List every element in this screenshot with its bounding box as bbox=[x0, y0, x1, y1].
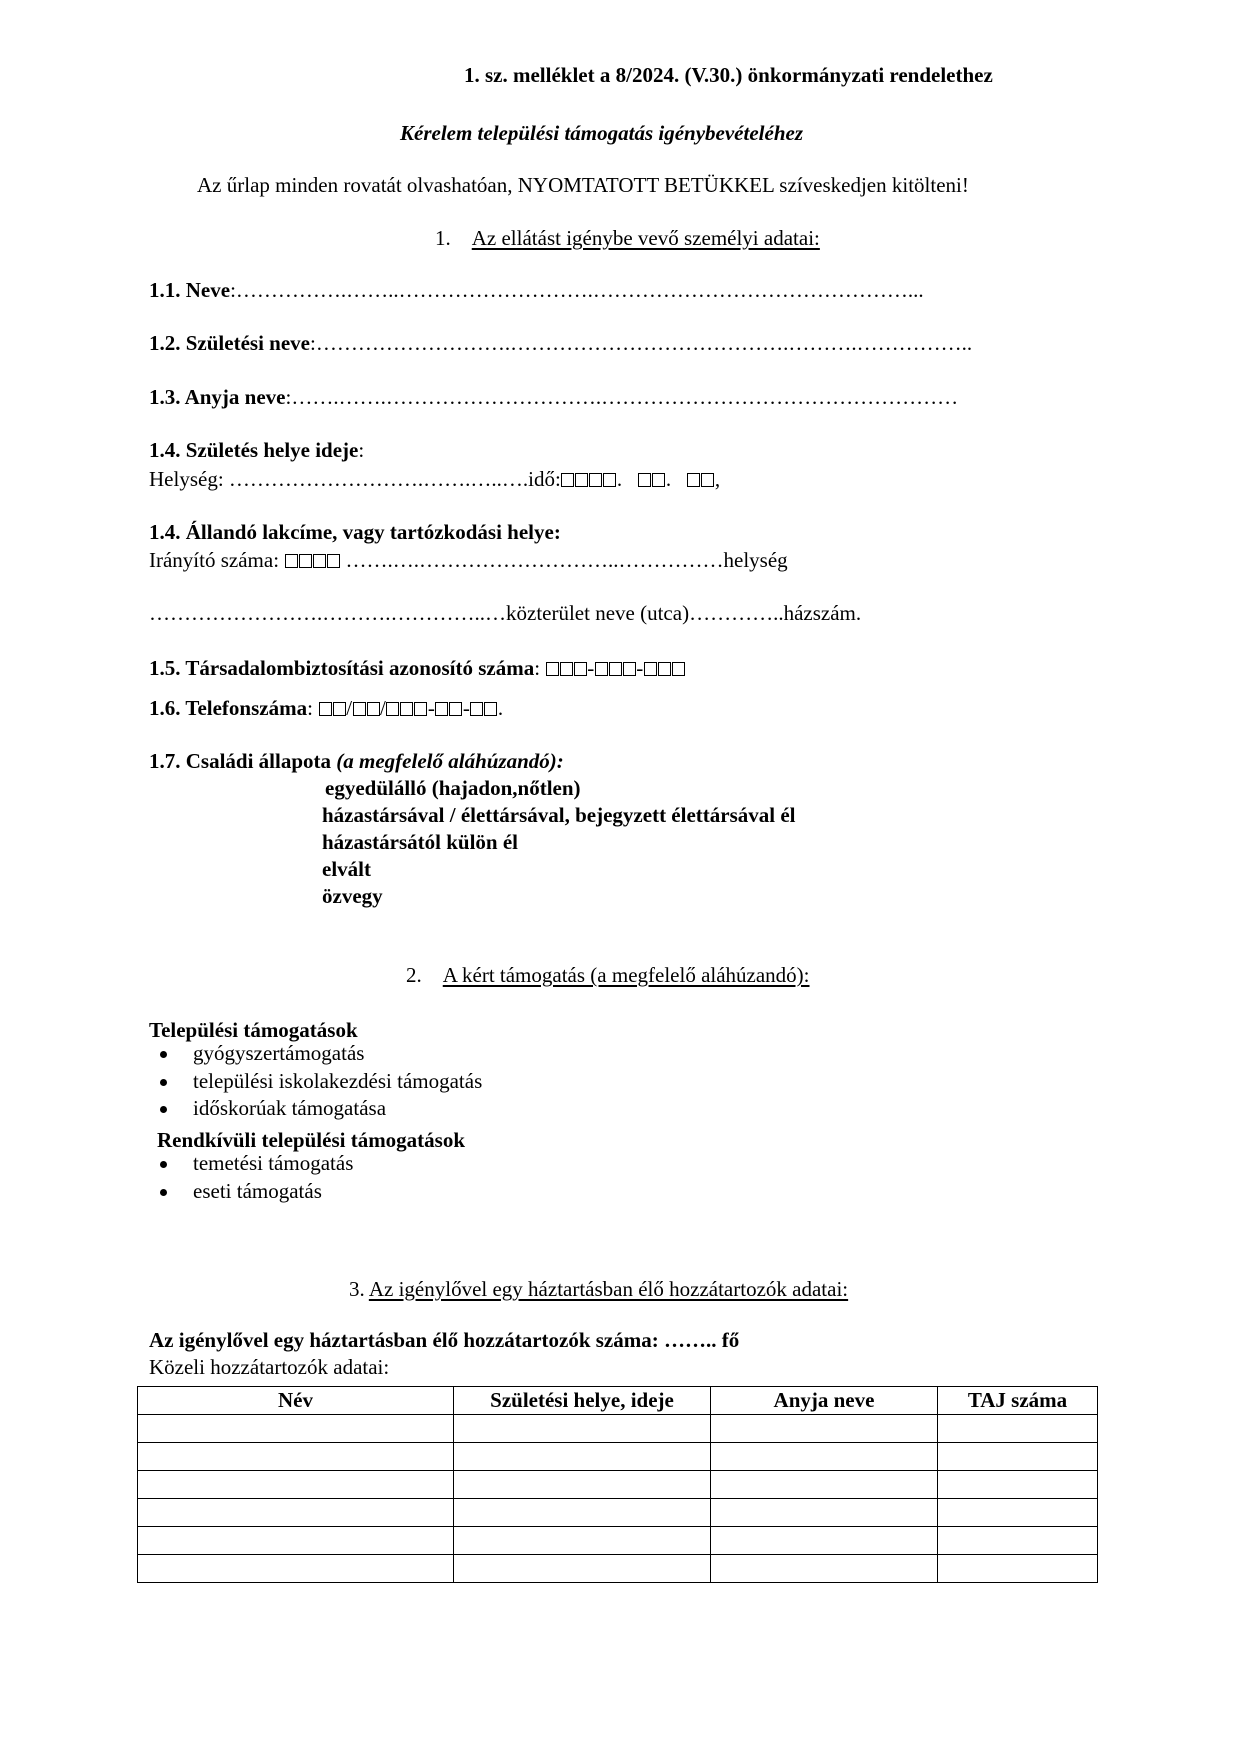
birth-month-dot: . bbox=[665, 467, 672, 491]
digit-box[interactable] bbox=[285, 554, 298, 568]
digit-box[interactable] bbox=[701, 473, 714, 487]
table-cell[interactable] bbox=[138, 1527, 454, 1555]
table-cell[interactable] bbox=[938, 1527, 1098, 1555]
table-header-row bbox=[138, 1387, 1098, 1415]
digit-box[interactable] bbox=[435, 702, 448, 716]
digit-box[interactable] bbox=[595, 662, 608, 676]
birth-name-dots: :……………………….………………………………….……….…………….. bbox=[309, 331, 973, 355]
support-option-school-start[interactable]: települési iskolakezdési támogatás bbox=[149, 1068, 482, 1096]
fill-instruction: Az űrlap minden rovatát olvashatóan, NYOMTATOTT BETÜKKEL szíveskedjen kitölteni! bbox=[197, 173, 969, 197]
table-cell[interactable] bbox=[454, 1527, 711, 1555]
table-row bbox=[138, 1555, 1098, 1583]
locality-text: …….….………………………..……………helység bbox=[340, 548, 788, 572]
extraordinary-support-list bbox=[149, 1150, 353, 1205]
digit-box[interactable] bbox=[575, 473, 588, 487]
table-cell[interactable] bbox=[938, 1443, 1098, 1471]
phone-boxes[interactable]: / / - - bbox=[318, 696, 498, 720]
digit-box[interactable] bbox=[658, 662, 671, 676]
table-cell[interactable] bbox=[138, 1555, 454, 1583]
birth-day-boxes[interactable] bbox=[687, 467, 715, 491]
table-cell[interactable] bbox=[138, 1415, 454, 1443]
table-cell[interactable] bbox=[454, 1443, 711, 1471]
digit-box[interactable] bbox=[327, 554, 340, 568]
digit-box[interactable] bbox=[386, 702, 399, 716]
section2-number: 2. bbox=[406, 963, 422, 987]
column-header-taj: TAJ száma bbox=[938, 1387, 1098, 1415]
digit-box[interactable] bbox=[484, 702, 497, 716]
phone-end: . bbox=[497, 696, 504, 720]
table-cell[interactable] bbox=[454, 1499, 711, 1527]
birth-date-comma: , bbox=[714, 467, 721, 491]
municipal-support-list bbox=[149, 1040, 482, 1123]
close-relatives-label: Közeli hozzátartozók adatai: bbox=[149, 1355, 390, 1379]
household-count-field[interactable]: Az igénylővel egy háztartásban élő hozzátartozók száma: …….. fő bbox=[149, 1328, 740, 1352]
section3-number: 3. bbox=[349, 1277, 365, 1301]
digit-box[interactable] bbox=[561, 473, 574, 487]
support-group-municipal: Települési támogatások bbox=[149, 1018, 358, 1042]
marital-status-note: (a megfelelő aláhúzandó): bbox=[336, 749, 564, 773]
support-option-occasional[interactable]: eseti támogatás bbox=[149, 1178, 353, 1206]
digit-box[interactable] bbox=[560, 662, 573, 676]
table-row bbox=[138, 1443, 1098, 1471]
digit-box[interactable] bbox=[470, 702, 483, 716]
table-row bbox=[138, 1527, 1098, 1555]
digit-box[interactable] bbox=[644, 662, 657, 676]
digit-box[interactable] bbox=[353, 702, 366, 716]
table-cell[interactable] bbox=[938, 1471, 1098, 1499]
taj-label: 1.5. Társadalombiztosítási azonosító száma bbox=[149, 656, 535, 680]
table-row bbox=[138, 1471, 1098, 1499]
section3-heading bbox=[349, 1279, 848, 1300]
digit-box[interactable] bbox=[546, 662, 559, 676]
mother-name-label: 1.3. Anyja neve bbox=[149, 385, 286, 409]
birth-place-date-heading bbox=[149, 440, 364, 461]
taj-field[interactable] bbox=[149, 658, 685, 679]
column-header-mother: Anyja neve bbox=[711, 1387, 938, 1415]
birth-month-boxes[interactable] bbox=[638, 467, 666, 491]
digit-box[interactable] bbox=[313, 554, 326, 568]
section1-heading bbox=[435, 228, 820, 249]
table-row bbox=[138, 1499, 1098, 1527]
support-option-elderly[interactable]: időskorúak támogatása bbox=[149, 1095, 482, 1123]
digit-box[interactable] bbox=[400, 702, 413, 716]
digit-box[interactable] bbox=[299, 554, 312, 568]
birth-place-text: Helység: ……………………….…….…..….idő: bbox=[149, 467, 561, 491]
mother-name-dots: :…….…….………………………….…………………………………………… bbox=[285, 385, 959, 409]
street-field[interactable]: …………………….……….…………..…közterület neve (utca)…………..házszám. bbox=[149, 601, 862, 625]
name-label: 1.1. Neve bbox=[149, 278, 231, 302]
marital-option-married[interactable]: házastársával / élettársával, bejegyzett élettársával él bbox=[322, 803, 796, 827]
phone-colon: : bbox=[307, 696, 319, 720]
birth-name-label: 1.2. Születési neve bbox=[149, 331, 310, 355]
birth-place-date-label: 1.4. Születés helye ideje bbox=[149, 438, 359, 462]
table-cell[interactable] bbox=[938, 1499, 1098, 1527]
section2-title: A kért támogatás (a megfelelő aláhúzandó): bbox=[442, 963, 810, 987]
zip-boxes[interactable] bbox=[284, 548, 340, 572]
column-header-name: Név bbox=[138, 1387, 454, 1415]
taj-colon: : bbox=[534, 656, 546, 680]
household-members-table bbox=[137, 1386, 1098, 1583]
table-cell[interactable] bbox=[938, 1555, 1098, 1583]
digit-box[interactable] bbox=[687, 473, 700, 487]
table-cell[interactable] bbox=[454, 1555, 711, 1583]
table-cell[interactable] bbox=[711, 1443, 938, 1471]
marital-option-separated[interactable]: házastársától külön él bbox=[322, 830, 519, 854]
birth-place-date-field[interactable] bbox=[149, 469, 720, 490]
birth-year-dot: . bbox=[616, 467, 623, 491]
digit-box[interactable] bbox=[319, 702, 332, 716]
table-cell[interactable] bbox=[138, 1471, 454, 1499]
marital-option-divorced[interactable]: elvált bbox=[322, 857, 371, 881]
mother-name-field[interactable] bbox=[149, 387, 958, 408]
phone-field[interactable] bbox=[149, 698, 503, 719]
table-cell[interactable] bbox=[454, 1471, 711, 1499]
table-cell[interactable] bbox=[454, 1415, 711, 1443]
form-title: Kérelem települési támogatás igénybevételéhez bbox=[400, 121, 803, 145]
table-cell[interactable] bbox=[711, 1527, 938, 1555]
digit-box[interactable] bbox=[603, 473, 616, 487]
digit-box[interactable] bbox=[609, 662, 622, 676]
name-field[interactable] bbox=[149, 280, 924, 301]
birth-year-boxes[interactable] bbox=[561, 467, 617, 491]
column-header-birth: Születési helye, ideje bbox=[454, 1387, 711, 1415]
table-cell[interactable] bbox=[711, 1415, 938, 1443]
table-cell[interactable] bbox=[711, 1555, 938, 1583]
birth-place-colon: : bbox=[358, 438, 365, 462]
digit-box[interactable] bbox=[574, 662, 587, 676]
section2-heading bbox=[406, 965, 810, 986]
table-row bbox=[138, 1415, 1098, 1443]
digit-box[interactable] bbox=[623, 662, 636, 676]
table-cell[interactable] bbox=[711, 1471, 938, 1499]
digit-box[interactable] bbox=[652, 473, 665, 487]
marital-status-label: 1.7. Családi állapota bbox=[149, 749, 332, 773]
zip-label: Irányító száma: bbox=[149, 548, 285, 572]
digit-box[interactable] bbox=[589, 473, 602, 487]
marital-status-heading bbox=[149, 751, 564, 772]
section1-number: 1. bbox=[435, 226, 451, 250]
annex-reference: 1. sz. melléklet a 8/2024. (V.30.) önkormányzati rendelethez bbox=[464, 63, 993, 87]
address-label: 1.4. Állandó lakcíme, vagy tartózkodási helye: bbox=[149, 520, 561, 544]
phone-label: 1.6. Telefonszáma bbox=[149, 696, 308, 720]
support-group-extraordinary: Rendkívüli települési támogatások bbox=[157, 1128, 466, 1152]
digit-box[interactable] bbox=[367, 702, 380, 716]
marital-option-widowed[interactable]: özvegy bbox=[322, 884, 383, 908]
digit-box[interactable] bbox=[672, 662, 685, 676]
support-option-medication[interactable]: gyógyszertámogatás bbox=[149, 1040, 482, 1068]
taj-boxes[interactable]: - - bbox=[545, 656, 685, 680]
table-cell[interactable] bbox=[138, 1499, 454, 1527]
marital-option-single[interactable]: egyedülálló (hajadon,nőtlen) bbox=[325, 776, 581, 800]
digit-box[interactable] bbox=[333, 702, 346, 716]
table-cell[interactable] bbox=[938, 1415, 1098, 1443]
digit-box[interactable] bbox=[638, 473, 651, 487]
section3-title: Az igénylővel egy háztartásban élő hozzátartozók adatai: bbox=[368, 1277, 849, 1301]
digit-box[interactable] bbox=[449, 702, 462, 716]
table-cell[interactable] bbox=[138, 1443, 454, 1471]
digit-box[interactable] bbox=[414, 702, 427, 716]
zip-locality-field[interactable] bbox=[149, 550, 788, 571]
name-dots: :…………….……..……………………….………………………………………... bbox=[230, 278, 924, 302]
table-cell[interactable] bbox=[711, 1499, 938, 1527]
section1-title: Az ellátást igénybe vevő személyi adatai: bbox=[471, 226, 820, 250]
birth-name-field[interactable] bbox=[149, 333, 972, 354]
support-option-funeral[interactable]: temetési támogatás bbox=[149, 1150, 353, 1178]
